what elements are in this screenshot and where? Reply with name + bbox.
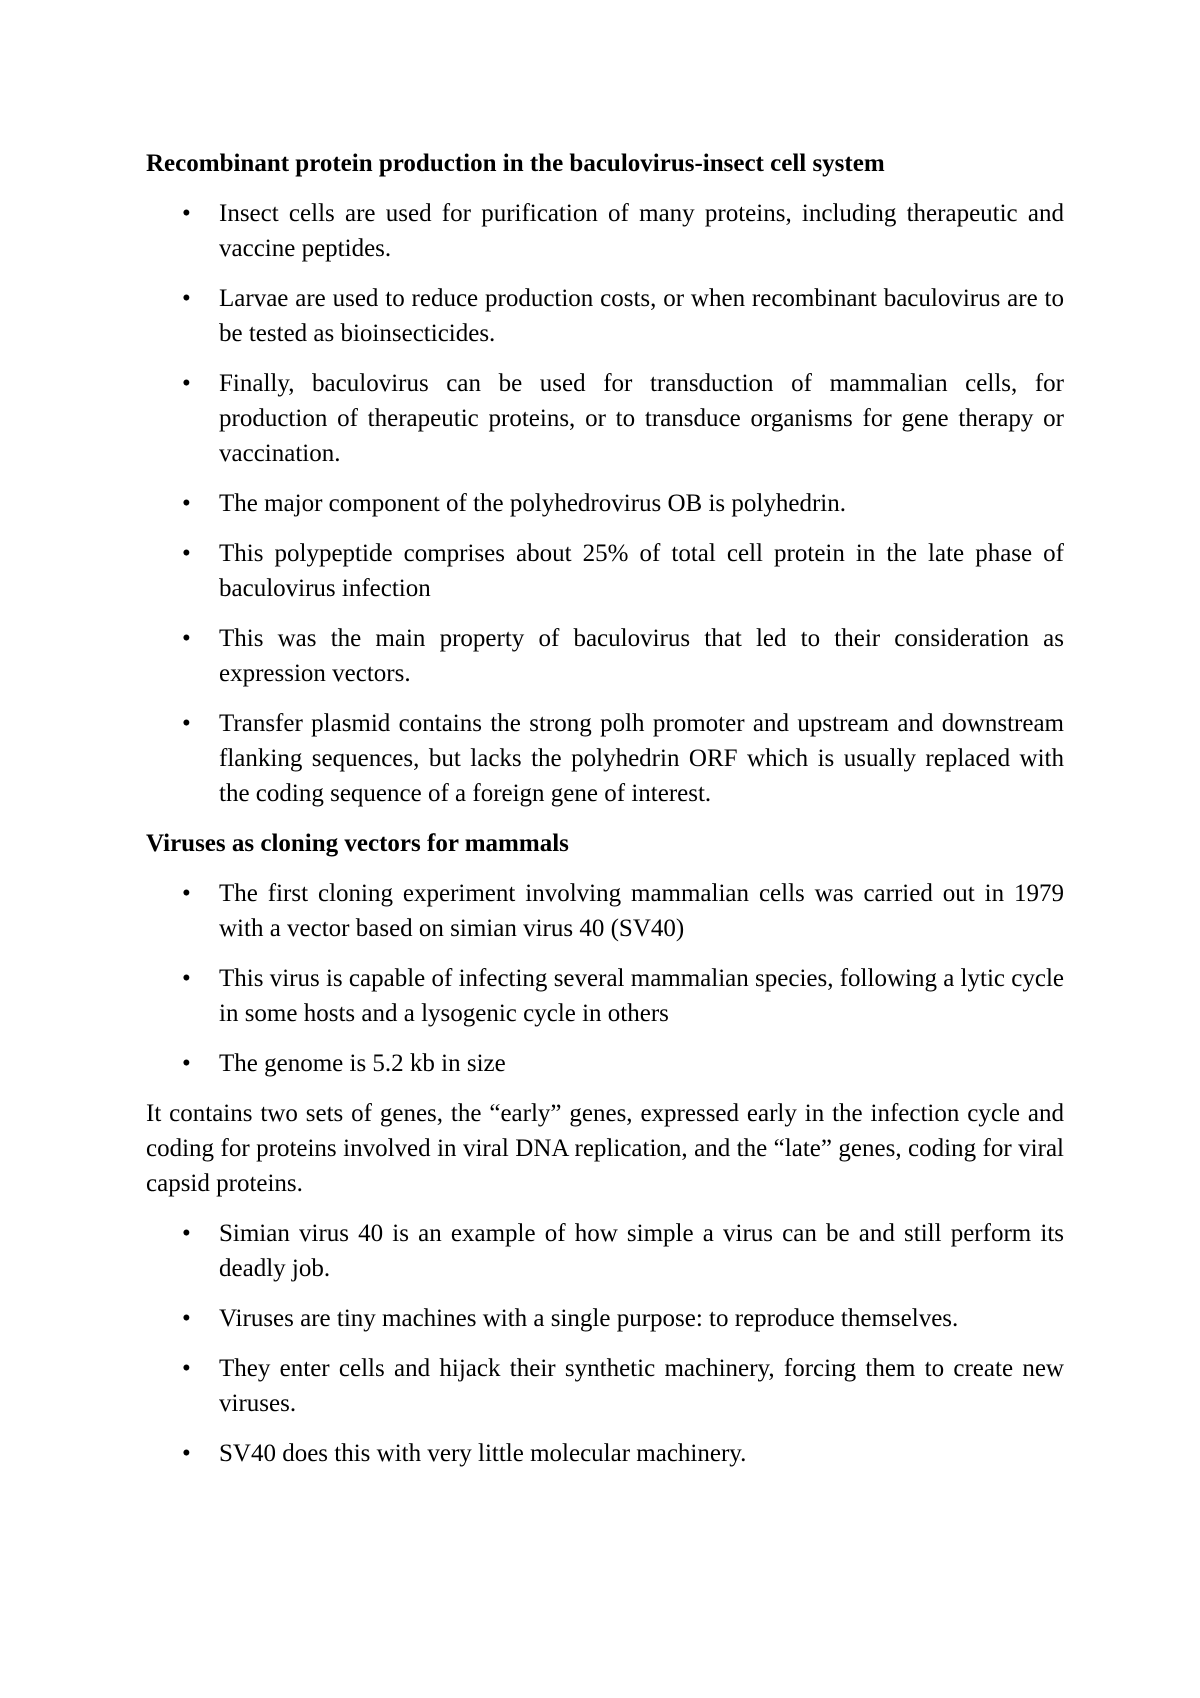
bullet-icon: •	[182, 200, 191, 227]
bullet-icon: •	[182, 1305, 191, 1332]
section-heading-baculovirus: Recombinant protein production in the baculovirus-insect cell system	[146, 150, 885, 177]
list-item	[146, 281, 1064, 351]
bullet-icon: •	[182, 625, 191, 652]
list-item	[146, 366, 1064, 471]
list-item-text: Transfer plasmid contains the strong polh promoter and upstream and downstream flanking sequences, but lacks the polyhedrin ORF which is usually replaced with the coding sequence of a foreign gene of interest.	[219, 710, 1064, 807]
bullet-icon: •	[182, 370, 191, 397]
list-item-text: Viruses are tiny machines with a single purpose: to reproduce themselves.	[219, 1305, 959, 1332]
bullet-icon: •	[182, 1220, 191, 1247]
list-item-text: This polypeptide comprises about 25% of total cell protein in the late phase of baculovirus infection	[219, 540, 1064, 602]
bullet-list-baculovirus	[146, 196, 1064, 811]
list-item	[146, 1046, 1064, 1081]
list-item-text: Larvae are used to reduce production costs, or when recombinant baculovirus are to be tested as bioinsecticides.	[219, 285, 1064, 347]
list-item-text: Simian virus 40 is an example of how simple a virus can be and still perform its deadly job.	[219, 1220, 1064, 1282]
list-item	[146, 486, 1064, 521]
list-item-text: The genome is 5.2 kb in size	[219, 1050, 506, 1077]
list-item	[146, 1301, 1064, 1336]
list-item	[146, 876, 1064, 946]
bullet-icon: •	[182, 1050, 191, 1077]
list-item-text: Insect cells are used for purification of many proteins, including therapeutic and vaccine peptides.	[219, 200, 1064, 262]
list-item-text: SV40 does this with very little molecular machinery.	[219, 1440, 747, 1467]
bullet-icon: •	[182, 285, 191, 312]
bullet-icon: •	[182, 490, 191, 517]
document-page	[146, 146, 1064, 1486]
list-item	[146, 621, 1064, 691]
list-item	[146, 536, 1064, 606]
section-heading-mammal-vectors: Viruses as cloning vectors for mammals	[146, 830, 569, 857]
list-item-text: Finally, baculovirus can be used for transduction of mammalian cells, for production of therapeutic proteins, or to transduce organisms for gene therapy or vaccination.	[219, 370, 1064, 467]
list-item	[146, 1351, 1064, 1421]
list-item	[146, 196, 1064, 266]
list-item-text: This virus is capable of infecting several mammalian species, following a lytic cycle in some hosts and a lysogenic cycle in others	[219, 965, 1064, 1027]
list-item-text: This was the main property of baculovirus that led to their consideration as expression vectors.	[219, 625, 1064, 687]
list-item-text: They enter cells and hijack their synthetic machinery, forcing them to create new viruses.	[219, 1355, 1064, 1417]
bullet-icon: •	[182, 1355, 191, 1382]
list-item-text: The first cloning experiment involving mammalian cells was carried out in 1979 with a vector based on simian virus 40 (SV40)	[219, 880, 1064, 942]
bullet-icon: •	[182, 710, 191, 737]
bullet-icon: •	[182, 880, 191, 907]
bullet-list-sv40	[146, 876, 1064, 1081]
bullet-list-virus-facts	[146, 1216, 1064, 1471]
genes-paragraph: It contains two sets of genes, the “early” genes, expressed early in the infection cycle and coding for proteins involved in viral DNA replication, and the “late” genes, coding for viral capsid proteins.	[146, 1100, 1064, 1197]
bullet-icon: •	[182, 1440, 191, 1467]
list-item	[146, 1216, 1064, 1286]
bullet-icon: •	[182, 965, 191, 992]
list-item-text: The major component of the polyhedrovirus OB is polyhedrin.	[219, 490, 846, 517]
list-item	[146, 961, 1064, 1031]
list-item	[146, 706, 1064, 811]
bullet-icon: •	[182, 540, 191, 567]
list-item	[146, 1436, 1064, 1471]
